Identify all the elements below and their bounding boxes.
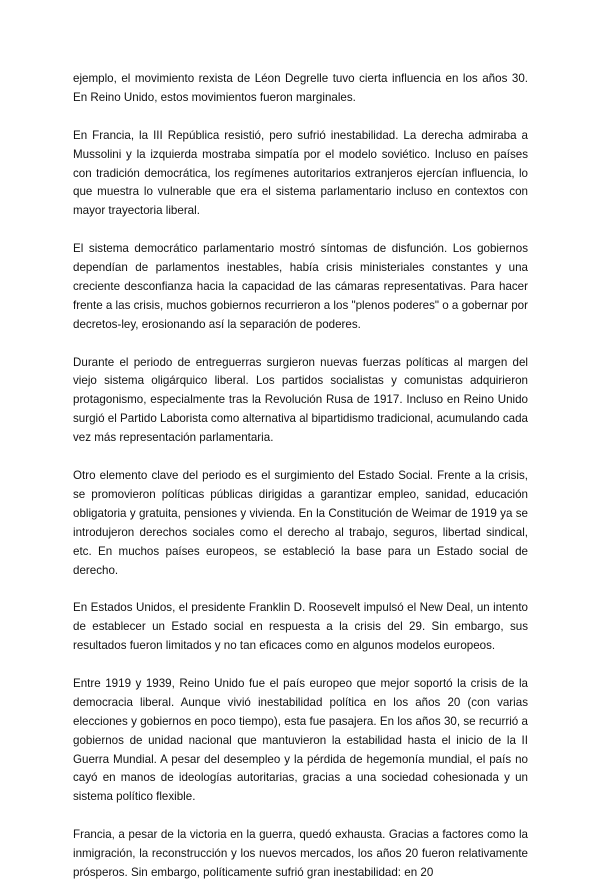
paragraph-2: En Francia, la III República resistió, pero sufrió inestabilidad. La derecha admiraba a Mussolini y la izquierda mostraba simpatía por el modelo soviético. Incluso en países con tradición democrática, los regímenes autoritarios extranjeros ejercían influencia, lo que muestra lo vulnerable que era el sistema parlamentario incluso en contextos con mayor trayectoria liberal. <box>73 128 528 218</box>
document-body <box>73 70 528 883</box>
paragraph-3: El sistema democrático parlamentario mostró síntomas de disfunción. Los gobiernos dependían de parlamentos inestables, había crisis ministeriales constantes y una creciente desconfianza hacia la capacidad de las cámaras representativas. Para hacer frente a las crisis, muchos gobiernos recurrieron a los "plenos poderes" o a gobernar por decretos-ley, erosionando así la separación de poderes. <box>73 242 528 331</box>
paragraph-6: En Estados Unidos, el presidente Franklin D. Roosevelt impulsó el New Deal, un intento de establecer un Estado social en respuesta a la crisis del 29. Sin embargo, sus resultados fueron limitados y no tan eficaces como en algunos modelos europeos. <box>73 601 528 653</box>
paragraph-5: Otro elemento clave del periodo es el surgimiento del Estado Social. Frente a la crisis, se promovieron políticas públicas dirigidas a garantizar empleo, sanidad, educación obligatoria y gratuita, pensiones y vivienda. En la Constitución de Weimar de 1919 ya se introdujeron derechos sociales como el derecho al trabajo, seguros, libertad sindical, etc. En muchos países europeos, se estableció la base para un Estado social de derecho. <box>73 468 528 577</box>
paragraph-4: Durante el periodo de entreguerras surgieron nuevas fuerzas políticas al margen del viejo sistema oligárquico liberal. Los partidos socialistas y comunistas adquirieron protagonismo, especialmente tras la Revolución Rusa de 1917. Incluso en Reino Unido surgió el Partido Laborista como alternativa al bipartidismo tradicional, acumulando cada vez más representación parlamentaria. <box>73 355 528 445</box>
paragraph-7: Entre 1919 y 1939, Reino Unido fue el país europeo que mejor soportó la crisis de la democracia liberal. Aunque vivió inestabilidad política en los años 20 (con varias elecciones y gobiernos en poco tiempo), esta fue pasajera. En los años 30, se recurrió a gobiernos de unidad nacional que mantuvieron la estabilidad hasta el inicio de la II Guerra Mundial. A pesar del desempleo y la pérdida de hegemonía mundial, el país no cayó en manos de ideologías autoritarias, gracias a una sociedad cohesionada y un sistema político flexible. <box>73 676 528 804</box>
paragraph-1: ejemplo, el movimiento rexista de Léon Degrelle tuvo cierta influencia en los años 30. En Reino Unido, estos movimientos fueron marginales. <box>73 72 528 104</box>
paragraph-8: Francia, a pesar de la victoria en la guerra, quedó exhausta. Gracias a factores como la inmigración, la reconstrucción y los nuevos mercados, los años 20 fueron relativamente prósperos. Sin embargo, políticamente sufrió gran inestabilidad: en 20 <box>73 828 528 879</box>
